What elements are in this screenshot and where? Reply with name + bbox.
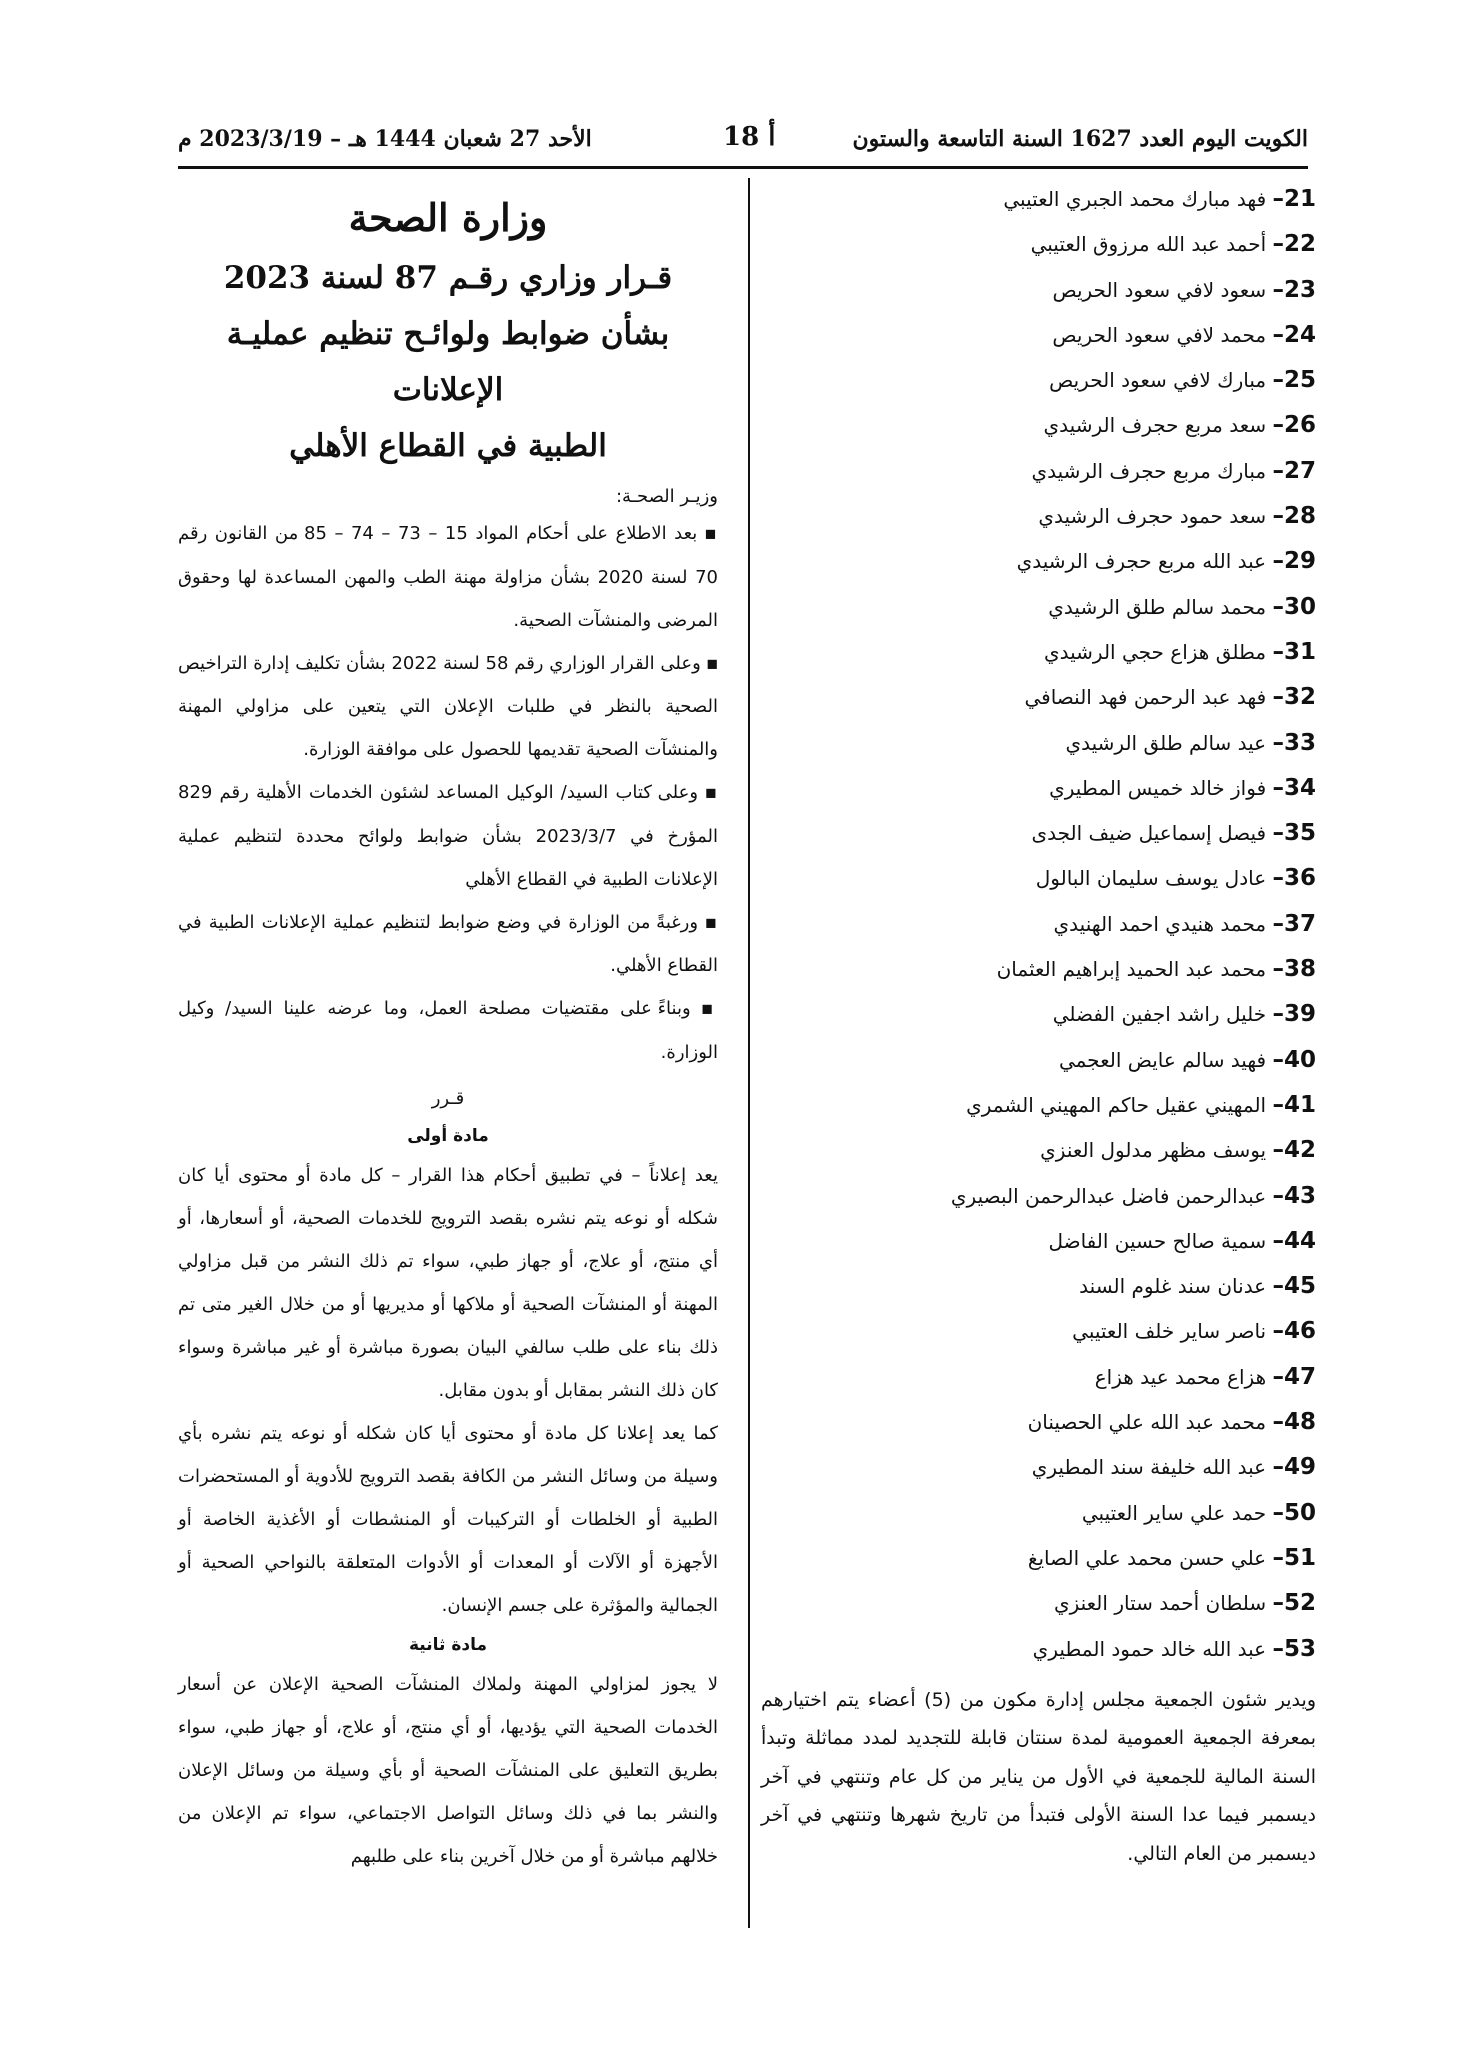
member-name: فهد مبارك محمد الجبري العتيبي xyxy=(1003,187,1267,211)
member-item xyxy=(761,182,1316,227)
member-item xyxy=(761,1179,1316,1224)
member-name: فواز خالد خميس المطيري xyxy=(1049,775,1267,800)
ministry-heading: وزارة الصحة xyxy=(348,195,548,240)
member-name: محمد هنيدي احمد الهنيدي xyxy=(1053,911,1267,936)
column-divider xyxy=(748,178,750,1928)
member-number: 25– xyxy=(1272,367,1316,394)
member-item xyxy=(761,635,1316,680)
member-name: حمد علي ساير العتيبي xyxy=(1081,1500,1267,1525)
member-item xyxy=(761,1133,1316,1178)
bullet-square-icon: ■ xyxy=(706,656,718,670)
member-list xyxy=(761,182,1316,1677)
board-paragraph: ويدير شئون الجمعية مجلس إدارة مكون من (5) أعضاء يتم اختيارهم بمعرفة الجمعية العمومية لمدة سنتان قابلة للتجديد لمدد مماثلة وتبدأ السنة المالية للجمعية في الأول من يناير من كل عام وتنتهي في آخر ديسمبر فيما عدا السنة الأولى فتبدأ من تاريخ شهرها وتنتهي في آخر ديسمبر من العام التالي. xyxy=(761,1688,1316,1865)
member-name: عيد سالم طلق الرشيدي xyxy=(1065,730,1267,755)
decree-title: قـرار وزاري رقـم 87 لسنة 2023 xyxy=(223,260,673,296)
member-name: عبدالرحمن فاضل عبدالرحمن البصيري xyxy=(950,1183,1267,1208)
member-name: محمد سالم طلق الرشيدي xyxy=(1048,594,1267,619)
member-number: 44– xyxy=(1272,1227,1316,1254)
issue-date: الأحد 27 شعبان 1444 هـ – 2023/3/19 م xyxy=(178,126,592,152)
member-item xyxy=(761,1586,1316,1631)
member-name: خليل راشد اجفين الفضلي xyxy=(1052,1002,1267,1027)
member-item xyxy=(761,1541,1316,1586)
member-number: 39– xyxy=(1272,1001,1316,1028)
member-number: 42– xyxy=(1272,1137,1316,1164)
member-number: 35– xyxy=(1272,820,1316,847)
article-2-paragraph-1: لا يجوز لمزاولي المهنة ولملاك المنشآت الصحية الإعلان عن أسعار الخدمات الصحية التي يؤديها، أو أي منتج، أو علاج، أو جهاز طبي، سواء بطريق التعليق على المنشآت الصحية أو بأي وسيلة من وسائل الإعلان والنشر بما في ذلك وسائل التواصل الاجتماعي، سواء تم الإعلان من خلالهم مباشرة أو من خلال آخرين بناء على طلبهم xyxy=(178,1673,718,1867)
member-number: 21– xyxy=(1272,186,1316,212)
member-item xyxy=(761,408,1316,453)
member-item xyxy=(761,907,1316,952)
member-number: 53– xyxy=(1272,1635,1316,1662)
members-column xyxy=(761,182,1316,1892)
member-name: محمد عبد الله علي الحصينان xyxy=(1027,1410,1267,1435)
member-number: 50– xyxy=(1272,1499,1316,1526)
article-2-title: مادة ثانية xyxy=(409,1634,487,1655)
minister-label: وزيـر الصحـة: xyxy=(615,486,718,507)
member-name: عادل يوسف سليمان البالول xyxy=(1035,866,1267,891)
member-number: 36– xyxy=(1272,865,1316,892)
member-item xyxy=(761,227,1316,272)
gazette-issue: الكويت اليوم العدد 1627 السنة التاسعة والستون xyxy=(852,126,1308,152)
member-number: 31– xyxy=(1272,638,1316,665)
member-number: 45– xyxy=(1272,1273,1316,1300)
page-header xyxy=(178,120,1308,166)
member-number: 47– xyxy=(1272,1363,1316,1390)
member-item xyxy=(761,1360,1316,1405)
member-name: مطلق هزاع حجي الرشيدي xyxy=(1043,639,1267,664)
member-number: 40– xyxy=(1272,1046,1316,1073)
member-item xyxy=(761,771,1316,816)
member-item xyxy=(761,726,1316,771)
member-name: فهد عبد الرحمن فهد النصافي xyxy=(1024,685,1267,710)
member-item xyxy=(761,861,1316,906)
preamble-bullet: ■ ورغبةً من الوزارة في وضع ضوابط لتنظيم عملية الإعلانات الطبية في القطاع الأهلي. xyxy=(178,911,718,976)
member-number: 27– xyxy=(1272,457,1316,484)
bullet-square-icon: ■ xyxy=(701,1001,718,1016)
member-name: فهيد سالم عايض العجمي xyxy=(1058,1047,1267,1072)
member-name: علي حسن محمد علي الصايغ xyxy=(1027,1545,1267,1570)
article-1-paragraph-1: يعد إعلاناً – في تطبيق أحكام هذا القرار – كل مادة أو محتوى أيا كان شكله أو نوعه يتم نشره بقصد الترويج للخدمات الصحية، أو أسعارها، أو أي منتج، أو علاج، أو جهاز طبي، سواء تم ذلك النشر من قبل مزاولي المهنة أو المنشآت الصحية أو ملاكها أو مديريها أو من خلال الغير متى تم ذلك بناء على طلب سالفي البيان بصورة مباشرة أو غير مباشرة وسواء كان ذلك النشر بمقابل أو بدون مقابل. xyxy=(178,1164,718,1401)
member-name: ناصر ساير خلف العتيبي xyxy=(1072,1319,1267,1344)
decree-column xyxy=(178,182,718,1878)
member-number: 46– xyxy=(1272,1318,1316,1345)
member-number: 24– xyxy=(1272,321,1316,348)
member-item xyxy=(761,1632,1316,1677)
member-name: محمد لافي سعود الحريص xyxy=(1052,322,1267,347)
preamble-bullet: ■ وعلى كتاب السيد/ الوكيل المساعد لشئون الخدمات الأهلية رقم 829 المؤرخ في 2023/3/7 بشأن ضوابط ولوائح محددة لتنظيم عملية الإعلانات الطبية في القطاع الأهلي xyxy=(178,782,718,890)
article-1-title: مادة أولى xyxy=(407,1125,489,1146)
member-item xyxy=(761,1405,1316,1450)
member-name: محمد عبد الحميد إبراهيم العثمان xyxy=(996,957,1267,982)
member-name: سلطان أحمد ستار العنزي xyxy=(1053,1591,1267,1616)
member-item xyxy=(761,1269,1316,1314)
member-item xyxy=(761,273,1316,318)
member-item xyxy=(761,816,1316,861)
member-name: فيصل إسماعيل ضيف الجدى xyxy=(1031,821,1267,846)
member-name: مبارك لافي سعود الحريص xyxy=(1049,368,1267,393)
member-item xyxy=(761,499,1316,544)
member-name: مبارك مربع حجرف الرشيدي xyxy=(1031,458,1267,483)
bullet-square-icon: ■ xyxy=(705,785,718,800)
decree-subject-line-1: بشأن ضوابط ولوائـح تنظيم عمليـة الإعلانات xyxy=(226,316,670,408)
member-name: عدنان سند غلوم السند xyxy=(1079,1274,1267,1299)
member-item xyxy=(761,590,1316,635)
member-name: المهيني عقيل حاكم المهيني الشمري xyxy=(966,1092,1267,1117)
member-item xyxy=(761,1088,1316,1133)
member-item xyxy=(761,1314,1316,1359)
page-number: أ 18 xyxy=(723,122,776,152)
article-1-paragraph-2: كما يعد إعلانا كل مادة أو محتوى أيا كان شكله أو نوعه يتم نشره بأي وسيلة من وسائل النشر من الكافة بقصد الترويج للأدوية أو المستحضرات الطبية أو الخلطات أو التركيبات أو المنشطات أو الأغذية الخاصة أو الأجهزة أو الآلات أو المعدات أو الأدوات المتعلقة بالنواحي الصحية أو الجمالية والمؤثرة على جسم الإنسان. xyxy=(178,1422,718,1616)
member-number: 26– xyxy=(1272,412,1316,439)
member-number: 37– xyxy=(1272,910,1316,937)
member-item xyxy=(761,1496,1316,1541)
member-number: 30– xyxy=(1272,593,1316,620)
decided-heading: قـرر xyxy=(431,1087,465,1109)
member-item xyxy=(761,997,1316,1042)
member-item xyxy=(761,952,1316,997)
member-name: هزاع محمد عيد هزاع xyxy=(1094,1364,1267,1389)
decree-subject-line-2: الطبية في القطاع الأهلي xyxy=(289,428,607,464)
member-item xyxy=(761,1224,1316,1269)
member-number: 38– xyxy=(1272,956,1316,983)
member-number: 41– xyxy=(1272,1091,1316,1118)
member-number: 43– xyxy=(1272,1182,1316,1209)
member-number: 22– xyxy=(1272,231,1316,258)
member-item xyxy=(761,454,1316,499)
member-number: 33– xyxy=(1272,729,1316,756)
member-name: سعد حمود حجرف الرشيدي xyxy=(1038,504,1267,529)
member-name: عبد الله مربع حجرف الرشيدي xyxy=(1016,549,1267,574)
member-number: 32– xyxy=(1272,684,1316,711)
bullet-square-icon: ■ xyxy=(705,915,718,929)
member-name: أحمد عبد الله مرزوق العتيبي xyxy=(1030,232,1267,257)
member-number: 29– xyxy=(1272,548,1316,575)
bullet-square-icon: ■ xyxy=(704,526,718,541)
member-name: سمية صالح حسين الفاضل xyxy=(1048,1228,1267,1253)
member-name: عبد الله خليفة سند المطيري xyxy=(1031,1455,1267,1480)
member-item xyxy=(761,363,1316,408)
member-item xyxy=(761,680,1316,725)
member-number: 34– xyxy=(1272,774,1316,801)
preamble-bullet: ■ وعلى القرار الوزاري رقم 58 لسنة 2022 بشأن تكليف إدارة التراخيص الصحية بالنظر في طلبات الإعلان التي يتعين على مزاولي المهنة والمنشآت الصحية تقديمها للحصول على موافقة الوزارة. xyxy=(178,652,718,760)
member-item xyxy=(761,1450,1316,1495)
member-number: 52– xyxy=(1272,1590,1316,1617)
member-number: 49– xyxy=(1272,1454,1316,1481)
member-item xyxy=(761,1043,1316,1088)
preamble-bullet: ■ وبناءً على مقتضيات مصلحة العمل، وما عرضه علينا السيد/ وكيل الوزارة. xyxy=(178,998,718,1063)
header-rule xyxy=(178,166,1308,169)
member-number: 23– xyxy=(1272,276,1316,303)
member-name: سعود لافي سعود الحريص xyxy=(1052,277,1267,302)
member-item xyxy=(761,544,1316,589)
member-name: عبد الله خالد حمود المطيري xyxy=(1032,1636,1267,1661)
member-number: 48– xyxy=(1272,1409,1316,1436)
member-number: 28– xyxy=(1272,503,1316,530)
preamble-bullet: ■ بعد الاطلاع على أحكام المواد 15 – 73 – 74 – 85 من القانون رقم 70 لسنة 2020 بشأن مزاولة مهنة الطب والمهن المساعدة لها وحقوق المرضى والمنشآت الصحية. xyxy=(178,523,718,631)
member-number: 51– xyxy=(1272,1544,1316,1571)
member-item xyxy=(761,318,1316,363)
member-name: سعد مربع حجرف الرشيدي xyxy=(1043,413,1267,438)
member-name: يوسف مظهر مدلول العنزي xyxy=(1040,1138,1267,1163)
